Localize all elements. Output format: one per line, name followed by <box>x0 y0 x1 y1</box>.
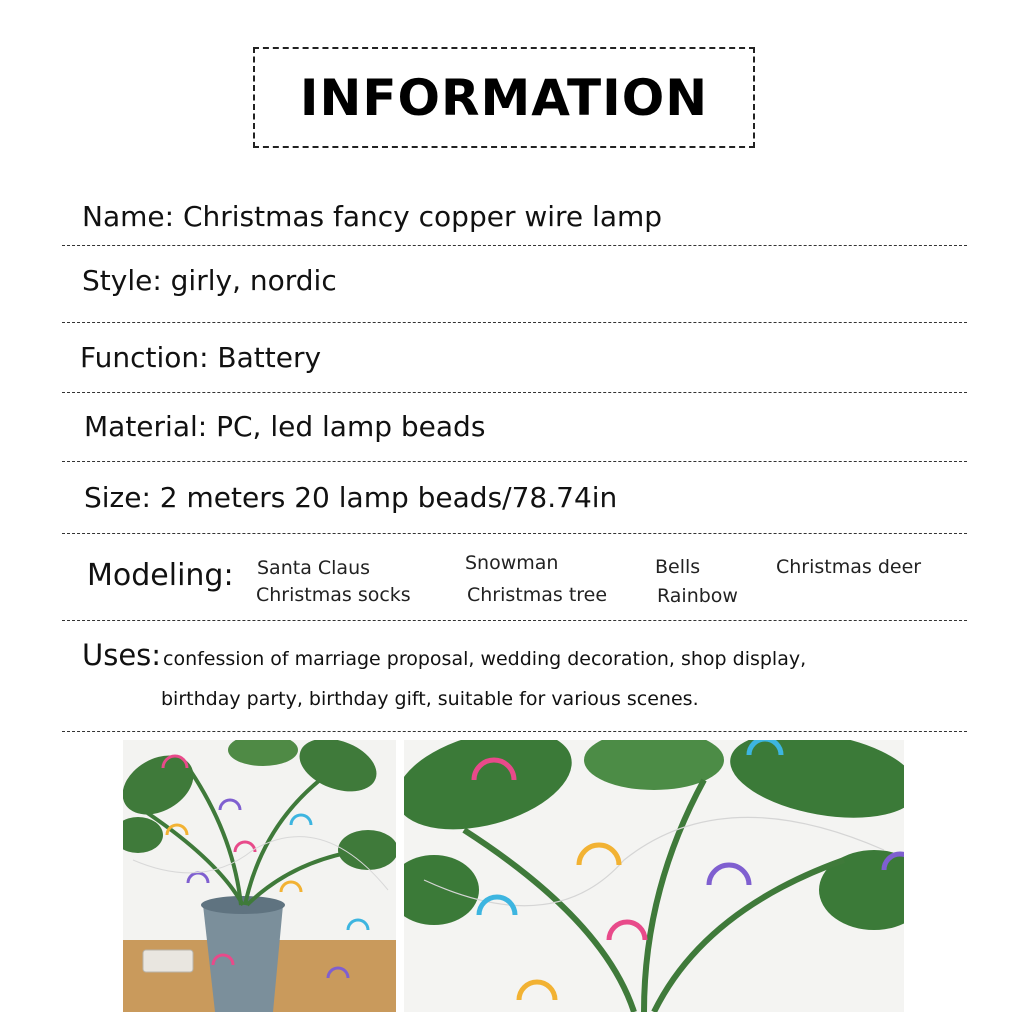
size-row: Size: 2 meters 20 lamp beads/78.74in <box>84 481 618 514</box>
uses-label: Uses: <box>82 638 162 672</box>
name-row: Name: Christmas fancy copper wire lamp <box>82 200 663 233</box>
function-row: Function: Battery <box>80 341 322 374</box>
divider <box>62 322 967 323</box>
uses-line: confession of marriage proposal, wedding decoration, shop display, <box>163 648 807 670</box>
modeling-item: Snowman <box>465 552 559 574</box>
modeling-item: Bells <box>655 556 701 578</box>
modeling-item: Rainbow <box>657 585 738 607</box>
modeling-item: Christmas socks <box>256 584 411 606</box>
product-photo-right <box>404 740 904 1012</box>
divider <box>62 245 967 246</box>
divider <box>62 533 967 534</box>
divider <box>62 731 967 732</box>
title-box <box>253 47 755 148</box>
modeling-item: Christmas deer <box>776 556 922 578</box>
divider <box>62 461 967 462</box>
modeling-item: Santa Claus <box>257 557 371 579</box>
divider <box>62 392 967 393</box>
uses-line: birthday party, birthday gift, suitable for various scenes. <box>161 688 699 710</box>
product-photo-left <box>123 740 396 1012</box>
modeling-label: Modeling: <box>87 558 234 593</box>
style-row: Style: girly, nordic <box>82 264 337 297</box>
modeling-item: Christmas tree <box>467 584 608 606</box>
page-title: INFORMATION <box>299 68 709 127</box>
material-row: Material: PC, led lamp beads <box>84 410 486 443</box>
divider <box>62 620 967 621</box>
